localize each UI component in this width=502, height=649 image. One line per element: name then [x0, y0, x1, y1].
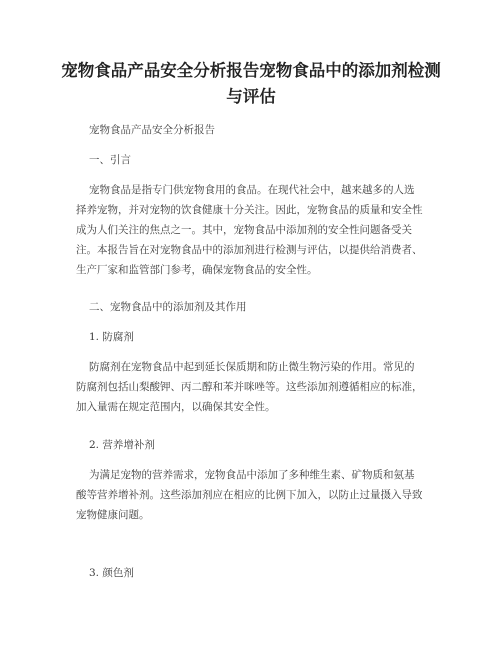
intro-paragraph: 宠物食品是指专门供宠物食用的食品。在现代社会中，越来越多的人选择养宠物，并对宠物的饮食健康十分关注。因此，宠物食品的质量和安全性成为人们关注的焦点之一。其中，宠物食品中添加剂的安全性问题备受关注。本报告旨在对宠物食品中的添加剂进行检测与评估，以提供给消费者、生产厂家和监管部门参考，确保宠物食品的安全性。	[76, 184, 423, 276]
document-title: 宠物食品产品安全分析报告宠物食品中的添加剂检测与评估	[61, 61, 441, 106]
report-subtitle: 宠物食品产品安全分析报告	[89, 124, 215, 136]
item-label-colorants: 3. 颜色剂	[89, 567, 134, 579]
item-text-nutrients: 为满足宠物的营养需求，宠物食品中添加了多种维生素、矿物质和氨基酸等营养增补剂。这些添加剂应在相应的比例下加入，以防止过量摄入导致宠物健康问题。	[76, 469, 423, 521]
item-label-nutrients: 2. 营养增补剂	[89, 439, 155, 451]
item-text-preservatives: 防腐剂在宠物食品中起到延长保质期和防止微生物污染的作用。常见的防腐剂包括山梨酸钾、丙二醇和苯并咪唑等。这些添加剂遵循相应的标准，加入量需在规定范围内，以确保其安全性。	[76, 361, 423, 413]
section-heading-additives: 二、宠物食品中的添加剂及其作用	[89, 301, 247, 313]
section-heading-intro: 一、引言	[89, 154, 131, 166]
item-label-preservatives: 1. 防腐剂	[89, 331, 134, 343]
